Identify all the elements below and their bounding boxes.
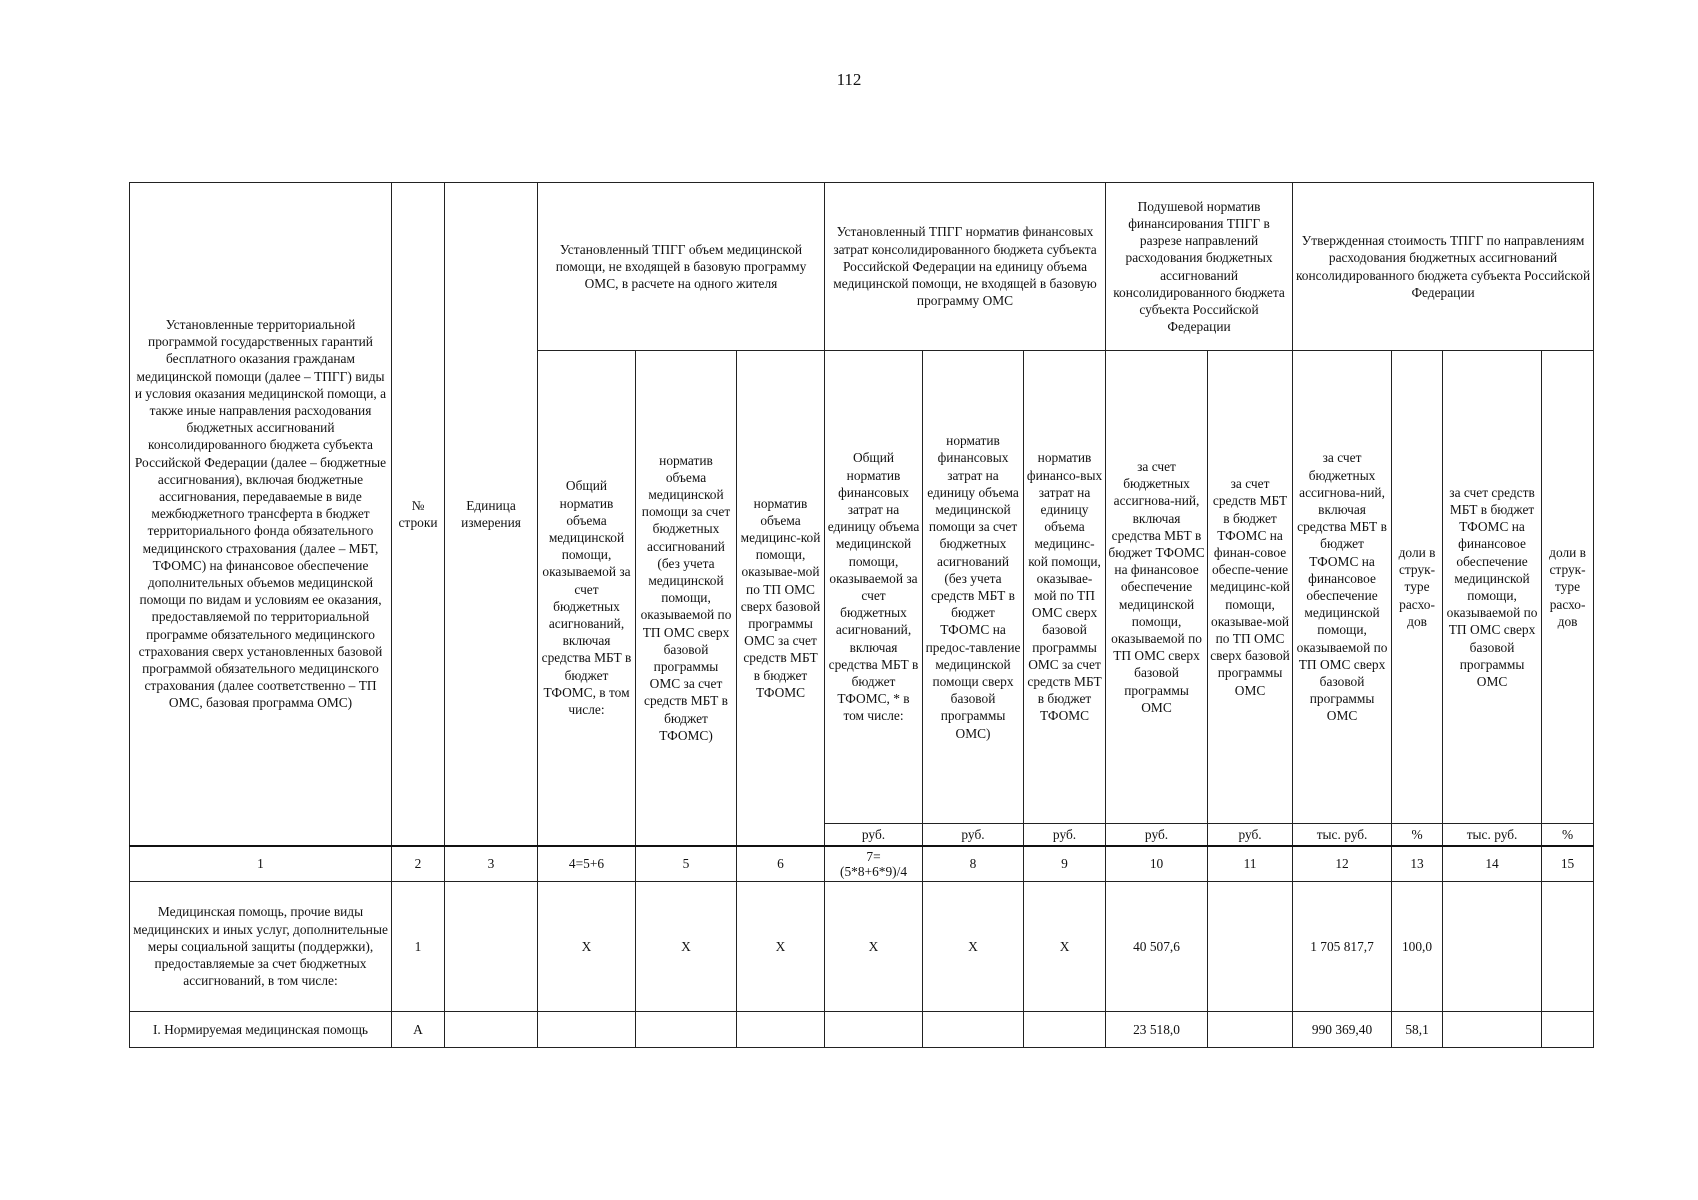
header-col8: норматив финансовых затрат на единицу объема медицинской помощи за счет бюджетных асигнований (без учета средств МБТ в бюджет ТФОМС на предос-тавление медицинской помощи сверх базовой программы ОМС) [923,351,1024,824]
cell-col9: X [1024,882,1106,1012]
cell-col13: 58,1 [1392,1012,1443,1048]
cell-col15 [1542,1012,1594,1048]
col-number: 10 [1106,846,1208,882]
header-col10: за счет бюджетных ассигнова-ний, включая средства МБТ в бюджет ТФОМС на финансовое обеспечение медицинской помощи, оказываемой по ТП ОМС сверх базовой программы ОМС [1106,351,1208,824]
col-number: 13 [1392,846,1443,882]
unit-col7: руб. [825,824,923,846]
row-label: Медицинская помощь, прочие виды медицинских и иных услуг, дополнительные меры социальной защиты (поддержки), предоставляемые за счет бюджетных ассигнований, в том числе: [130,882,392,1012]
row-number: А [392,1012,445,1048]
unit-col14: тыс. руб. [1443,824,1542,846]
header-unit: Единица измерения [445,183,538,846]
header-group-cost: Установленный ТПГГ норматив финансовых затрат консолидированного бюджета субъекта Российской Федерации на единицу объема медицинской помощи, не входящей в базовую программу ОМС [825,183,1106,351]
cell-col14 [1443,882,1542,1012]
cell-col11 [1208,1012,1293,1048]
cell-col8: X [923,882,1024,1012]
header-col15: доли в струк-туре расхо-дов [1542,351,1594,824]
cell-col9 [1024,1012,1106,1048]
col-number: 2 [392,846,445,882]
col-number: 3 [445,846,538,882]
cell-col11 [1208,882,1293,1012]
cell-col6 [737,1012,825,1048]
row-unit [445,882,538,1012]
col-number: 4=5+6 [538,846,636,882]
cell-col13: 100,0 [1392,882,1443,1012]
cell-col15 [1542,882,1594,1012]
col-number: 12 [1293,846,1392,882]
table-row [130,882,1594,1012]
header-row-number: № строки [392,183,445,846]
header-col13: доли в струк-туре расхо-дов [1392,351,1443,824]
unit-col13: % [1392,824,1443,846]
col-number: 8 [923,846,1024,882]
cell-col5 [636,1012,737,1048]
cell-col7 [825,1012,923,1048]
unit-col8: руб. [923,824,1024,846]
header-types-conditions: Установленные территориальной программой государственных гарантий бесплатного оказания гражданам медицинской помощи (далее – ТПГГ) виды и условия оказания медицинской помощи, а также иные направления расходования бюджетных ассигнований консолидированного бюджета субъекта Российской Федерации (далее – бюджетные ассигнования), включая бюджетные ассигнования, передаваемые в виде межбюджетного трансферта в бюджет территориального фонда обязательного медицинского страхования (далее – МБТ, ТФОМС) на финансовое обеспечение дополнительных объемов медицинской помощи по видам и условиям ее оказания, предоставляемой по территориальной программе обязательного медицинского страхования сверх установленных базовой программой обязательного медицинского страхования (далее соответственно – ТП ОМС, базовая программа ОМС) [130,183,392,846]
row-unit [445,1012,538,1048]
header-group-approved: Утвержденная стоимость ТПГГ по направлениям расходования бюджетных ассигнований консолидированного бюджета субъекта Российской Федерации [1293,183,1594,351]
header-col6: норматив объема медицинс-кой помощи, оказывае-мой по ТП ОМС сверх базовой программы ОМС за счет средств МБТ в бюджет ТФОМС [737,351,825,846]
header-col11: за счет средств МБТ в бюджет ТФОМС на финан-совое обеспе-чение медицинс-кой помощи, оказывае-мой по ТП ОМС сверх базовой программы ОМС [1208,351,1293,824]
cell-col4: X [538,882,636,1012]
col-number: 6 [737,846,825,882]
col-number: 1 [130,846,392,882]
col-number: 5 [636,846,737,882]
page-number: 112 [836,70,862,89]
cell-col6: X [737,882,825,1012]
row-number: 1 [392,882,445,1012]
cell-col10: 23 518,0 [1106,1012,1208,1048]
header-group-volume: Установленный ТПГГ объем медицинской помощи, не входящей в базовую программу ОМС, в расчете на одного жителя [538,183,825,351]
cell-col7: X [825,882,923,1012]
column-number-row [130,846,1594,882]
cell-col12: 990 369,40 [1293,1012,1392,1048]
cell-col14 [1443,1012,1542,1048]
cell-col4 [538,1012,636,1048]
col-number: 11 [1208,846,1293,882]
col-number: 14 [1443,846,1542,882]
budget-table [129,182,1594,1048]
cell-col10: 40 507,6 [1106,882,1208,1012]
cell-col12: 1 705 817,7 [1293,882,1392,1012]
unit-col15: % [1542,824,1594,846]
row-label: I. Нормируемая медицинская помощь [130,1012,392,1048]
header-col9: норматив финансо-вых затрат на единицу объема медицинс-кой помощи, оказывае-мой по ТП ОМС сверх базовой программы ОМС за счет средств МБТ в бюджет ТФОМС [1024,351,1106,824]
cell-col5: X [636,882,737,1012]
unit-col9: руб. [1024,824,1106,846]
table-row [130,1012,1594,1048]
header-col14: за счет средств МБТ в бюджет ТФОМС на финансовое обеспечение медицинской помощи, оказываемой по ТП ОМС сверх базовой программы ОМС [1443,351,1542,824]
unit-col11: руб. [1208,824,1293,846]
cell-col8 [923,1012,1024,1048]
col-number: 7= (5*8+6*9)/4 [825,846,923,882]
col-number: 9 [1024,846,1106,882]
header-col5: норматив объема медицинской помощи за счет бюджетных ассигнований (без учета медицинской помощи, оказываемой по ТП ОМС сверх базовой программы ОМС за счет средств МБТ в бюджет ТФОМС) [636,351,737,846]
unit-col12: тыс. руб. [1293,824,1392,846]
header-col12: за счет бюджетных ассигнова-ний, включая средства МБТ в бюджет ТФОМС на финансовое обеспечение медицинской помощи, оказываемой по ТП ОМС сверх базовой программы ОМС [1293,351,1392,824]
header-col7: Общий норматив финансовых затрат на единицу объема медицинской помощи, оказываемой за счет бюджетных асигнований, включая средства МБТ в бюджет ТФОМС, * в том числе: [825,351,923,824]
header-col4: Общий норматив объема медицинской помощи, оказываемой за счет бюджетных асигнований, включая средства МБТ в бюджет ТФОМС, в том числе: [538,351,636,846]
unit-col10: руб. [1106,824,1208,846]
col-number: 15 [1542,846,1594,882]
header-group-per-capita: Подушевой норматив финансирования ТПГГ в разрезе направлений расходования бюджетных ассигнований консолидированного бюджета субъекта Российской Федерации [1106,183,1293,351]
